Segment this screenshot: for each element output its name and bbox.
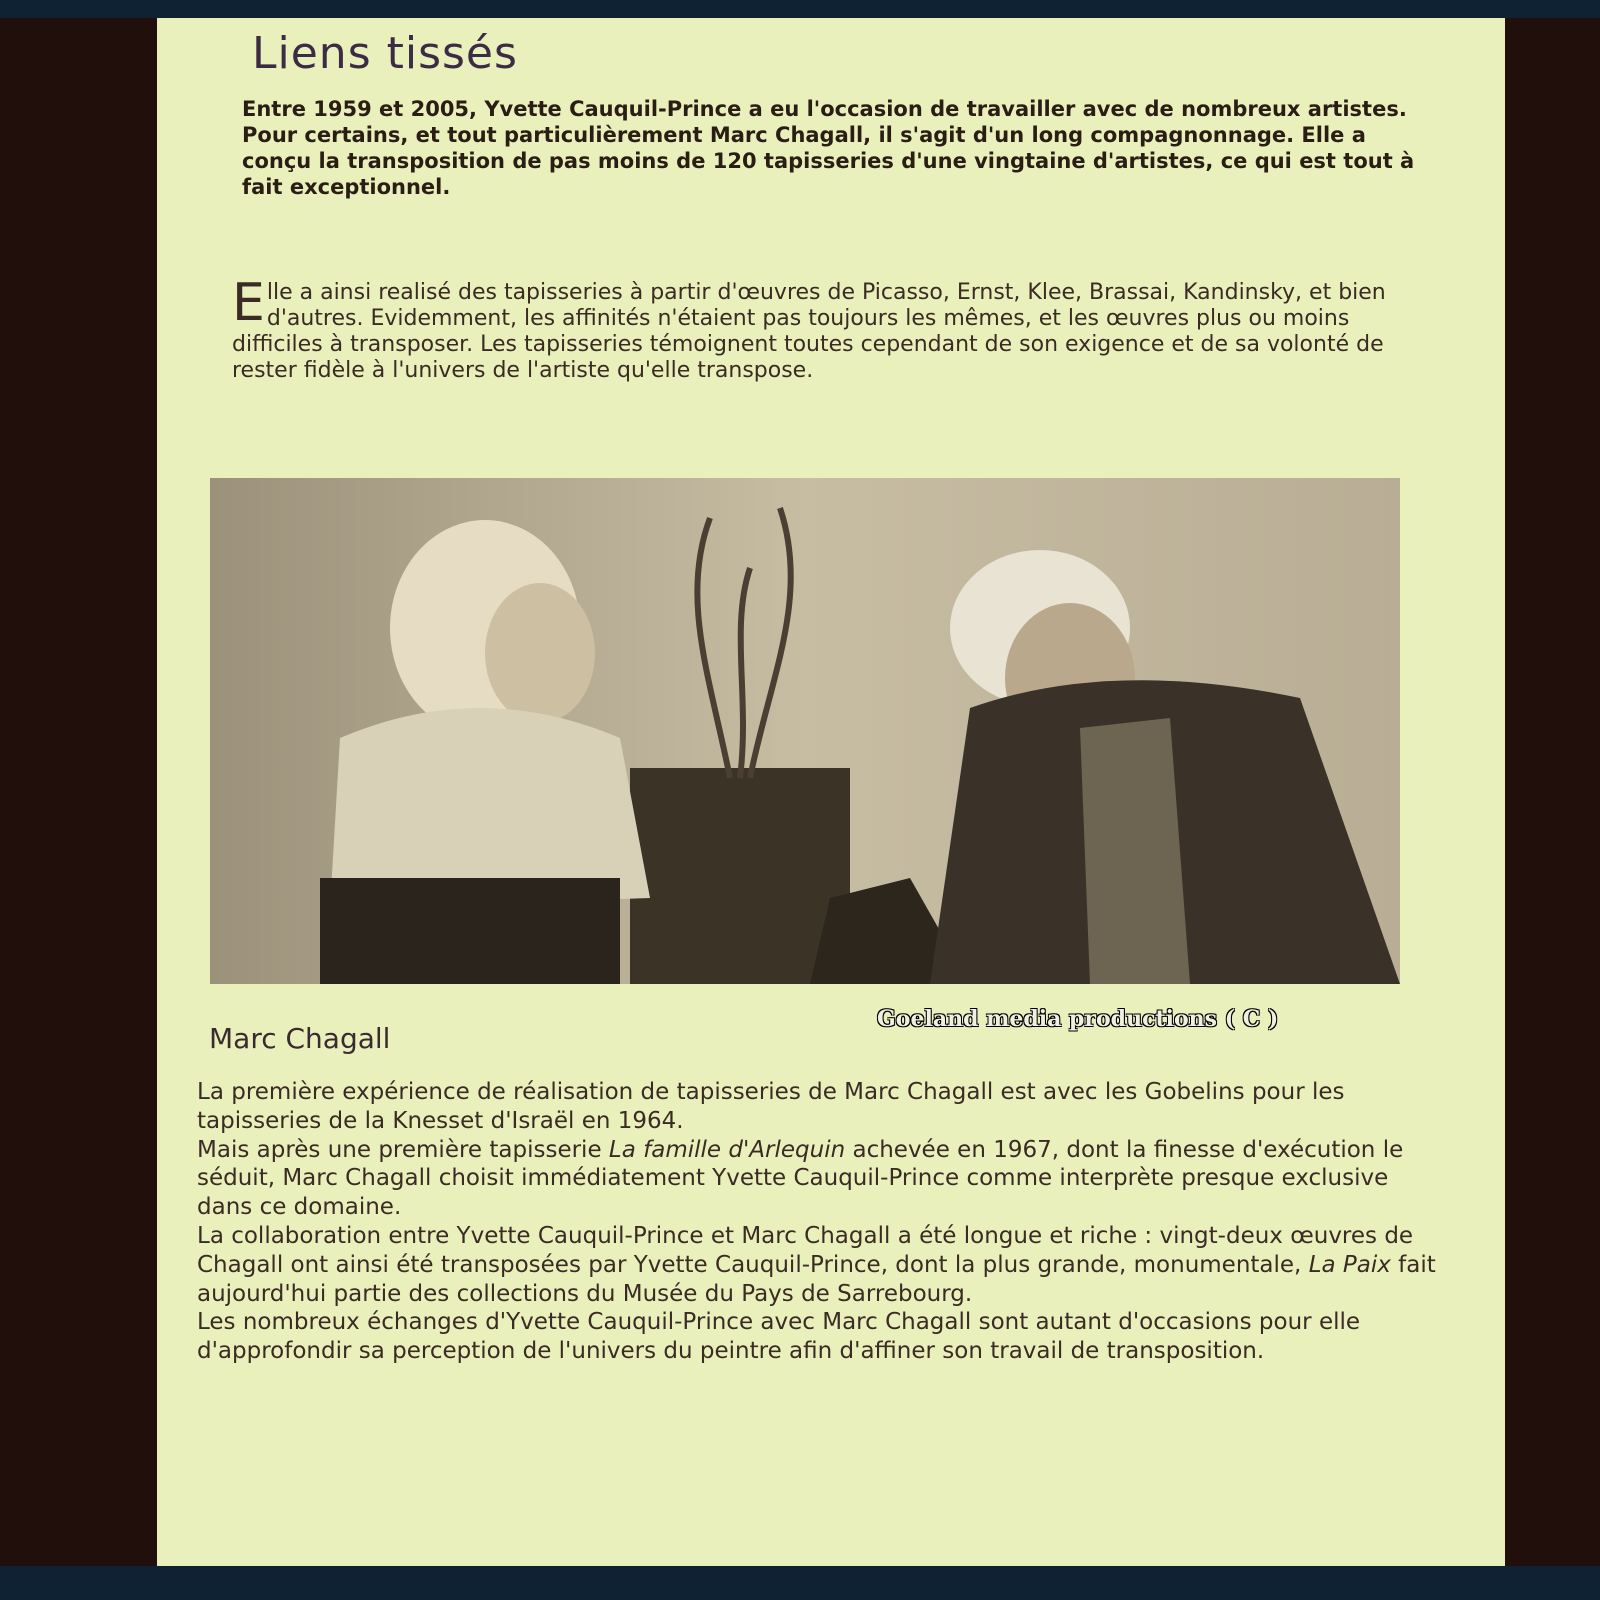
intro-text bbox=[242, 96, 1442, 200]
artwork-title-la-paix: La Paix bbox=[1308, 1251, 1391, 1278]
sepia-photograph bbox=[210, 478, 1400, 984]
body-paragraph bbox=[232, 273, 1412, 384]
drop-cap: E bbox=[232, 273, 265, 333]
section-paragraph-3 bbox=[197, 1222, 1437, 1308]
p2-text-after: achevée en 1967, dont la finesse d'exécution le séduit, Marc Chagall choisit immédiatement Yvette Cauquil-Prince comme interprète presque exclusive dans ce domaine. bbox=[197, 1136, 1404, 1221]
panel-title: Liens tissés bbox=[252, 28, 518, 79]
p3-text-after: fait aujourd'hui partie des collections du Musée du Pays de Sarrebourg. bbox=[197, 1251, 1436, 1307]
photo-yvette-and-chagall bbox=[210, 478, 1400, 984]
p2-text-before: Mais après une première tapisserie bbox=[197, 1136, 609, 1163]
intro-paragraph-1: Entre 1959 et 2005, Yvette Cauquil-Prince a eu l'occasion de travailler avec de nombreux artistes. bbox=[242, 97, 1407, 121]
intro-paragraph-2: Pour certains, et tout particulièrement Marc Chagall, il s'agit d'un long compagnonnage. Elle a conçu la transposition de pas moins de 120 tapisseries d'une vingtaine d'artistes, ce qui est tout à fait exceptionnel. bbox=[242, 123, 1415, 199]
copyright-watermark: Goeland media productions ( C ) bbox=[877, 1006, 1279, 1032]
exhibition-panel bbox=[157, 18, 1505, 1566]
p3-text-before: La collaboration entre Yvette Cauquil-Prince et Marc Chagall a été longue et riche : vingt-deux œuvres de Chagall ont ainsi été transposées par Yvette Cauquil-Prince, dont la plus grande, monumentale, bbox=[197, 1222, 1414, 1278]
left-side-panel bbox=[0, 18, 160, 1566]
right-side-panel bbox=[1502, 18, 1600, 1566]
plant-pot-shape bbox=[630, 768, 850, 984]
section-body bbox=[197, 1078, 1437, 1366]
artwork-title-arlequin: La famille d'Arlequin bbox=[608, 1136, 846, 1163]
section-paragraph-4: Les nombreux échanges d'Yvette Cauquil-Prince avec Marc Chagall sont autant d'occasions pour elle d'approfondir sa perception de l'univers du peintre afin d'affiner son travail de transposition. bbox=[197, 1309, 1361, 1365]
section-paragraph-1: La première expérience de réalisation de tapisseries de Marc Chagall est avec les Gobelins pour les tapisseries de la Knesset d'Israël en 1964. bbox=[197, 1079, 1345, 1134]
section-paragraph-2 bbox=[197, 1136, 1437, 1222]
section-title: Marc Chagall bbox=[209, 1022, 391, 1055]
body-text: lle a ainsi realisé des tapisseries à partir d'œuvres de Picasso, Ernst, Klee, Brassai, Kandinsky, et bien d'autres. Evidemment, les affinités n'étaient pas toujours les mêmes, et les œuvres plus ou moins difficiles à transposer. Les tapisseries témoignent toutes cependant de son exigence et de sa volonté de rester fidèle à l'univers de l'artiste qu'elle transpose. bbox=[232, 280, 1386, 383]
